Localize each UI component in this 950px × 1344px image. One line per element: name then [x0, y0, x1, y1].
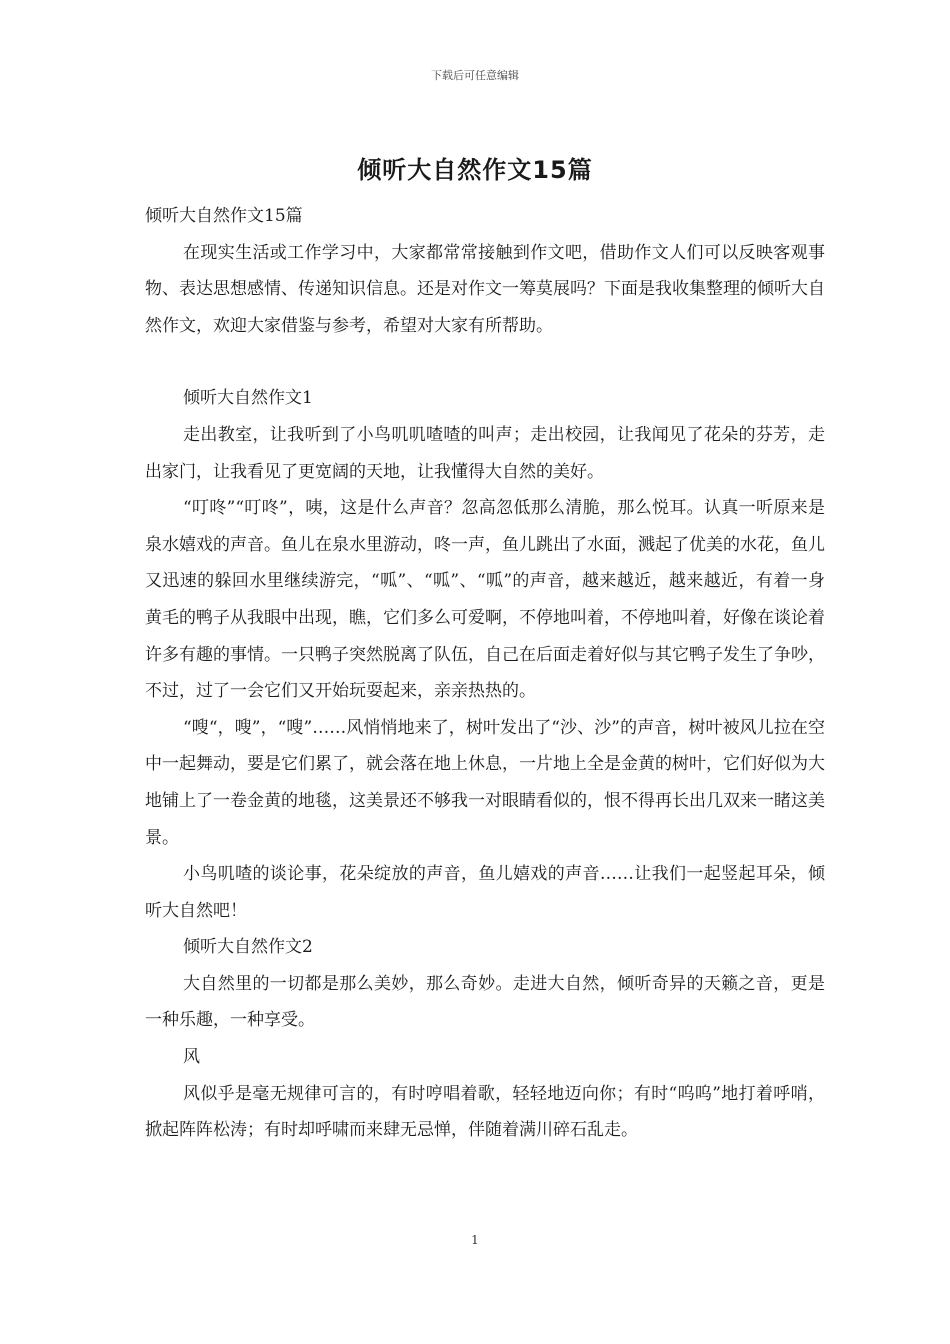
section-heading-1: 倾听大自然作文1	[183, 388, 313, 409]
paragraph: 风似乎是毫无规律可言的，有时哼唱着歌，轻轻地迈向你；有时“呜呜”地打着呼哨，掀起阵阵松涛；有时却呼啸而来肆无忌惮，伴随着满川碎石乱走。	[145, 1083, 825, 1141]
section-heading-2: 倾听大自然作文2	[183, 937, 313, 958]
document-title: 倾听大自然作文15篇	[357, 156, 593, 184]
intro-paragraph: 在现实生活或工作学习中，大家都常常接触到作文吧，借助作文人们可以反映客观事物、表达思想感情、传递知识信息。还是对作文一筹莫展吗？下面是我收集整理的倾听大自然作文，欢迎大家借鉴与参考，希望对大家有所帮助。	[145, 242, 825, 336]
paragraph: 小鸟叽喳的谈论事，花朵绽放的声音，鱼儿嬉戏的声音……让我们一起竖起耳朵，倾听大自然吧！	[145, 864, 825, 921]
subheading-wind: 风	[183, 1047, 200, 1068]
document-subtitle: 倾听大自然作文15篇	[145, 206, 303, 226]
document-body	[145, 198, 825, 1149]
paragraph: “叮咚”“叮咚”，咦，这是什么声音？忽高忽低那么清脆，那么悦耳。认真一听原来是泉水嬉戏的声音。鱼儿在泉水里游动，咚一声，鱼儿跳出了水面，溅起了优美的水花，鱼儿又迅速的躲回水里继续游完，“呱”、“呱”、“呱”的声音，越来越近，越来越近，有着一身黄毛的鸭子从我眼中出现，瞧，它们多么可爱啊，不停地叫着，不停地叫着，好像在谈论着许多有趣的事情。一只鸭子突然脱离了队伍，自己在后面走着好似与其它鸭子发生了争吵，不过，过了一会它们又开始玩耍起来，亲亲热热的。	[145, 498, 825, 702]
paragraph: 大自然里的一切都是那么美妙，那么奇妙。走进大自然，倾听奇异的天籁之音，更是一种乐趣，一种享受。	[145, 973, 825, 1031]
page-header-note: 下载后可任意编辑	[431, 69, 519, 82]
paragraph: 走出教室，让我听到了小鸟叽叽喳喳的叫声；走出校园，让我闻见了花朵的芬芳，走出家门，让我看见了更宽阔的天地，让我懂得大自然的美好。	[145, 424, 825, 482]
page-number: 1	[471, 1233, 479, 1247]
paragraph: “嗖“，嗖”，“嗖”……风悄悄地来了，树叶发出了“沙、沙”的声音，树叶被风儿拉在空中一起舞动，要是它们累了，就会落在地上休息，一片地上全是金黄的树叶，它们好似为大地铺上了一卷金黄的地毯，这美景还不够我一对眼睛看似的，恨不得再长出几双来一睹这美景。	[145, 717, 825, 848]
